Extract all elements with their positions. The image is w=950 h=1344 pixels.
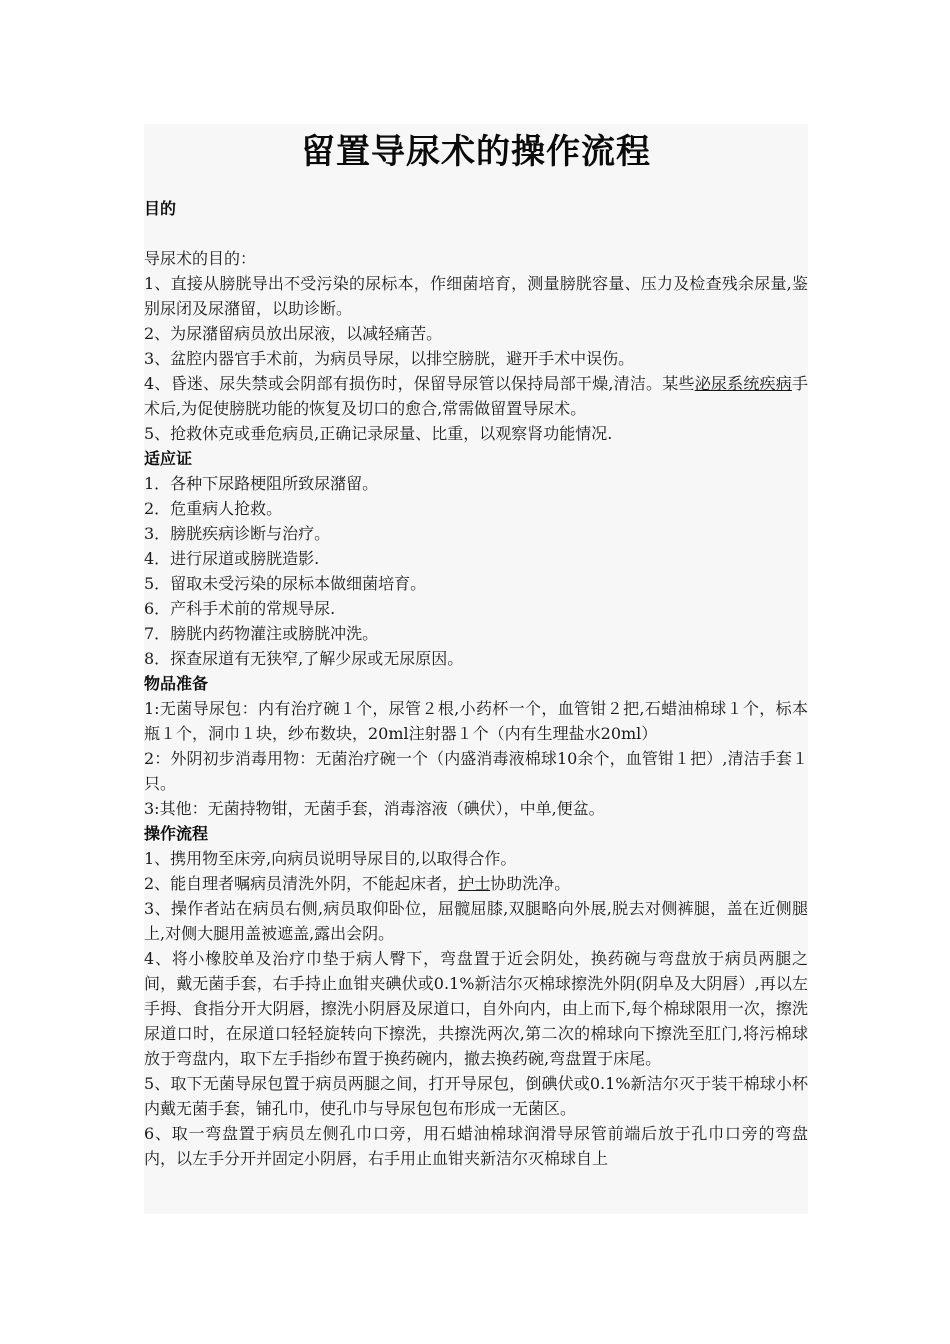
urinary-disease-link[interactable]: 泌尿系统疾病 (694, 374, 792, 393)
purpose-item: 1、直接从膀胱导出不受污染的尿标本，作细菌培育，测量膀胱容量、压力及检查残余尿量,鉴别尿闭及尿潴留，以助诊断。 (144, 274, 808, 318)
supplies-item: 3:其他：无菌持物钳，无菌手套，消毒溶液（碘伏），中单,便盆。 (144, 799, 605, 818)
purpose-item-4-start: 4、昏迷、尿失禁或会阴部有损伤时，保留导尿管以保持局部干燥,清洁。某些 (144, 374, 695, 393)
document-page (144, 124, 808, 1214)
indications-heading: 适应证 (144, 449, 193, 468)
indication-item: 8．探查尿道有无狭窄,了解少尿或无尿原因。 (144, 649, 464, 668)
procedure-step: 6、取一弯盘置于病员左侧孔巾口旁，用石蜡油棉球润滑导尿管前端后放于孔巾口旁的弯盘内，以左手分开并固定小阴唇，右手用止血钳夹新洁尔灭棉球自上 (144, 1124, 808, 1168)
purpose-item: 5、抢救休克或垂危病员,正确记录尿量、比重，以观察肾功能情况. (144, 424, 613, 443)
purpose-item: 3、盆腔内器官手术前，为病员导尿，以排空膀胱，避开手术中误伤。 (144, 349, 635, 368)
indication-item: 2．危重病人抢救。 (144, 499, 283, 518)
indication-item: 3．膀胱疾病诊断与治疗。 (144, 524, 331, 543)
indications-section (144, 446, 808, 671)
nurse-link[interactable]: 护士 (458, 874, 491, 893)
indication-item: 6．产科手术前的常规导尿. (144, 599, 336, 618)
procedure-step: 1、携用物至床旁,向病员说明导尿目的,以取得合作。 (144, 849, 517, 868)
purpose-section (144, 196, 808, 446)
procedure-step-2 (144, 871, 808, 896)
purpose-item-4 (144, 371, 808, 421)
supplies-section (144, 671, 808, 821)
purpose-item: 2、为尿潴留病员放出尿液，以减轻痛苦。 (144, 324, 443, 343)
supplies-heading: 物品准备 (144, 674, 209, 693)
procedure-step-2-start: 2、能自理者嘱病员清洗外阴，不能起床者， (144, 874, 459, 893)
indication-item: 7．膀胱内药物灌注或膀胱冲洗。 (144, 624, 379, 643)
procedure-step: 3、操作者站在病员右侧,病员取仰卧位，屈髋屈膝,双腿略向外展,脱去对侧裤腿，盖在近侧腿上,对侧大腿用盖被遮盖,露出会阴。 (144, 899, 808, 943)
procedure-step: 4、将小橡胶单及治疗巾垫于病人臀下，弯盘置于近会阴处，换药碗与弯盘放于病员两腿之间，戴无菌手套，右手持止血钳夹碘伏或0.1%新洁尔灭棉球擦洗外阴(阴阜及大阴唇）,再以左手拇、食指分开大阴唇，擦洗小阴唇及尿道口，自外向内，由上而下,每个棉球限用一次，擦洗尿道口时，在尿道口轻轻旋转向下擦洗，共擦洗两次,第二次的棉球向下擦洗至肛门,将污棉球放于弯盘内，取下左手指纱布置于换药碗内，撤去换药碗,弯盘置于床尾。 (144, 949, 808, 1068)
indication-item: 4．进行尿道或膀胱造影. (144, 549, 320, 568)
supplies-item: 2：外阴初步消毒用物：无菌治疗碗一个（内盛消毒液棉球10余个，血管钳１把）,清洁手套１只。 (144, 749, 808, 793)
procedure-step: 5、取下无菌导尿包置于病员两腿之间，打开导尿包，倒碘伏或0.1%新洁尔灭于装干棉球小杯内戴无菌手套，铺孔巾，使孔巾与导尿包包布形成一无菌区。 (144, 1074, 808, 1118)
blank-line (144, 221, 808, 246)
purpose-intro: 导尿术的目的： (144, 249, 257, 268)
purpose-heading: 目的 (144, 199, 177, 218)
document-title: 留置导尿术的操作流程 (301, 132, 651, 172)
indication-item: 1．各种下尿路梗阻所致尿潴留。 (144, 474, 379, 493)
indication-item: 5．留取未受污染的尿标本做细菌培育。 (144, 574, 427, 593)
procedure-heading: 操作流程 (144, 824, 209, 843)
procedure-section (144, 821, 808, 1171)
procedure-step-2-end: 协助洗净。 (490, 874, 571, 893)
purpose-item-4-end: 手术后,为促使膀胱功能的恢复及切口的愈合,常需做留置导尿术。 (144, 374, 808, 418)
supplies-item: 1:无菌导尿包：内有治疗碗１个，尿管２根,小药杯一个，血管钳２把,石蜡油棉球１个，标本瓶１个，洞巾１块，纱布数块，20ml注射器１个（内有生理盐水20ml） (144, 699, 808, 743)
